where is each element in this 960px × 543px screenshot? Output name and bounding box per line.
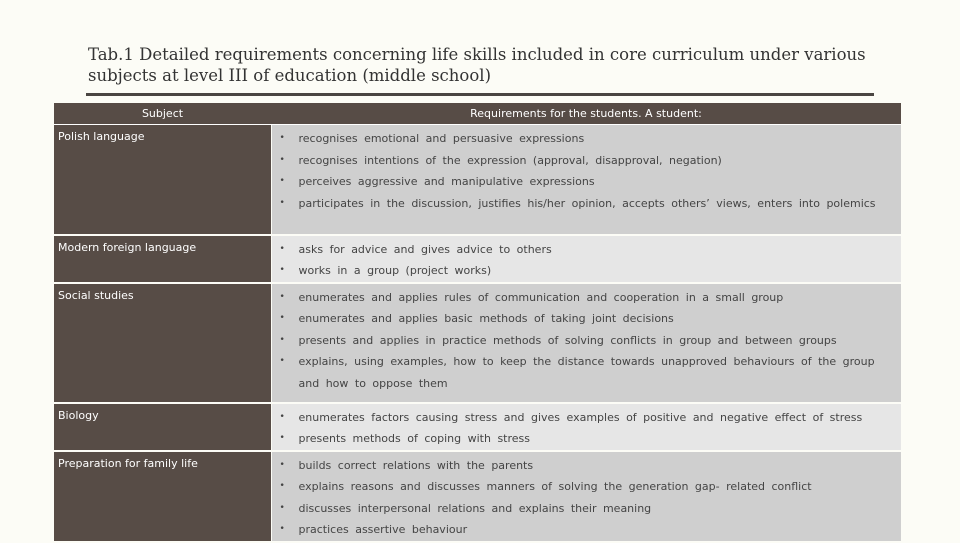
requirements-cell — [271, 125, 901, 235]
requirements-cell — [271, 451, 901, 542]
subject-cell: Social studies — [54, 283, 271, 403]
subject-cell: Biology — [54, 403, 271, 451]
table-row — [54, 125, 901, 235]
header-subject: Subject — [54, 103, 271, 125]
table-row — [54, 283, 901, 403]
table-caption: Tab.1 Detailed requirements concerning life skills included in core curriculum under various subjects at level III of education (middle school) — [88, 45, 866, 85]
requirement-item: • asks for advice and gives advice to others — [272, 239, 896, 261]
requirements-cell — [271, 235, 901, 283]
title-divider — [86, 93, 874, 96]
requirement-item: • recognises emotional and persuasive expressions — [272, 128, 896, 150]
requirement-item: • builds correct relations with the parents — [272, 455, 896, 477]
requirement-item: • works in a group (project works) — [272, 260, 896, 282]
requirements-cell — [271, 283, 901, 403]
table-header-row — [54, 103, 901, 125]
requirement-item: • enumerates and applies basic methods of taking joint decisions — [272, 308, 896, 330]
requirement-item: • perceives aggressive and manipulative expressions — [272, 171, 896, 193]
requirement-item: • practices assertive behaviour — [272, 519, 896, 541]
requirement-item: • presents and applies in practice methods of solving conflicts in group and between groups — [272, 330, 896, 352]
subject-cell: Polish language — [54, 125, 271, 235]
subject-cell: Preparation for family life — [54, 451, 271, 542]
requirement-item: • enumerates factors causing stress and gives examples of positive and negative effect of stress — [272, 407, 896, 429]
header-requirements: Requirements for the students. A student: — [271, 103, 901, 125]
requirements-table — [54, 103, 901, 543]
requirement-item: • participates in the discussion, justifies his/her opinion, accepts others’ views, enters into polemics — [272, 193, 896, 215]
requirement-item: • presents methods of coping with stress — [272, 428, 896, 450]
requirement-item: • enumerates and applies rules of communication and cooperation in a small group — [272, 287, 896, 309]
requirements-cell — [271, 403, 901, 451]
requirement-item: • recognises intentions of the expression (approval, disapproval, negation) — [272, 150, 896, 172]
table-row — [54, 235, 901, 283]
table-row — [54, 451, 901, 542]
table-row — [54, 403, 901, 451]
requirement-item: • discusses interpersonal relations and explains their meaning — [272, 498, 896, 520]
subject-cell: Modern foreign language — [54, 235, 271, 283]
requirement-item: • explains, using examples, how to keep the distance towards unapproved behaviours of the group and how to oppose them — [272, 351, 896, 394]
requirement-item: • explains reasons and discusses manners of solving the generation gap- related conflict — [272, 476, 896, 498]
